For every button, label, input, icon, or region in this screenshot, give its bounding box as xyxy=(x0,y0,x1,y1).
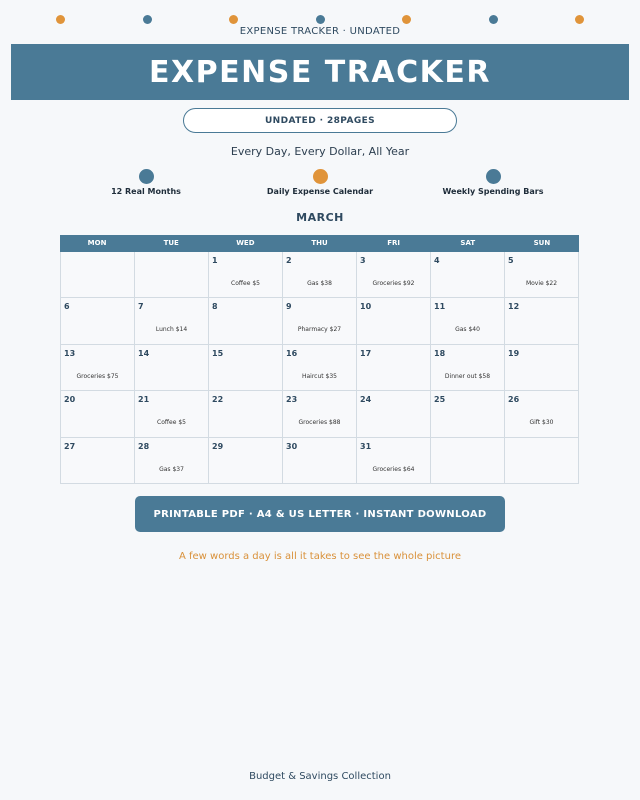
feature-dot-icon xyxy=(486,169,501,184)
day-number: 4 xyxy=(434,256,440,265)
day-number: 10 xyxy=(360,302,372,312)
calendar-day-cell xyxy=(209,345,283,391)
decorative-dots xyxy=(0,15,640,25)
badge-label: UNDATED · 28PAGES xyxy=(264,115,376,126)
day-number: 7 xyxy=(138,302,144,312)
day-expense: Gas $40 xyxy=(455,326,480,334)
day-number: 11 xyxy=(434,302,446,312)
day-number: 20 xyxy=(64,395,76,405)
weekday-label: SAT xyxy=(460,239,476,247)
day-expense: Coffee $5 xyxy=(157,419,186,427)
calendar-day-cell xyxy=(61,298,135,344)
calendar-day-cell xyxy=(61,252,135,298)
calendar-day-cell xyxy=(135,345,209,391)
calendar-day-cell xyxy=(135,252,209,298)
weekday-label: FRI xyxy=(387,239,401,247)
download-label: PRINTABLE PDF · A4 & US LETTER · INSTANT DOWNLOAD xyxy=(153,508,487,520)
day-number: 12 xyxy=(508,302,520,312)
decor-dot-icon xyxy=(402,15,411,24)
day-number: 26 xyxy=(508,395,520,405)
day-expense: Gas $37 xyxy=(159,465,184,473)
calendar-day-cell xyxy=(135,298,209,344)
calendar-day-cell xyxy=(283,438,357,484)
day-expense: Lunch $14 xyxy=(155,326,188,334)
feature-dot-icon xyxy=(313,169,328,184)
decor-dot-icon xyxy=(489,15,498,24)
day-number: 21 xyxy=(138,395,150,405)
day-expense: Gas $38 xyxy=(307,280,332,287)
calendar-day-cell xyxy=(505,391,579,437)
calendar-day-cell xyxy=(431,345,505,391)
calendar-day-cell xyxy=(209,252,283,298)
day-number: 1 xyxy=(212,256,218,265)
day-number: 22 xyxy=(212,395,224,405)
feature-daily-calendar xyxy=(230,169,410,196)
calendar-day-cell xyxy=(505,438,579,484)
day-expense: Groceries $75 xyxy=(76,372,119,380)
day-number: 17 xyxy=(360,348,372,358)
calendar-day-cell xyxy=(135,438,209,484)
calendar-day-cell xyxy=(283,345,357,391)
calendar-day-cell xyxy=(431,252,505,298)
decor-dot-icon xyxy=(316,15,325,24)
day-number: 16 xyxy=(286,348,298,358)
feature-dot-icon xyxy=(139,169,154,184)
feature-label: Daily Expense Calendar xyxy=(266,187,374,196)
calendar-day-cell xyxy=(431,391,505,437)
calendar-day-cell xyxy=(283,252,357,298)
feature-label: Weekly Spending Bars xyxy=(442,187,544,196)
calendar-day-cell xyxy=(61,391,135,437)
calendar-day-cell xyxy=(357,345,431,391)
day-expense: Movie $22 xyxy=(525,280,558,287)
day-number: 14 xyxy=(138,348,150,358)
calendar-day-cell xyxy=(505,345,579,391)
calendar-day-cell xyxy=(209,438,283,484)
calendar-day-cell xyxy=(357,298,431,344)
expense-calendar xyxy=(60,235,579,484)
calendar-day-cell xyxy=(209,391,283,437)
day-number: 18 xyxy=(434,348,446,358)
calendar-day-cell xyxy=(283,298,357,344)
day-number: 27 xyxy=(64,441,76,451)
day-expense: Gift $30 xyxy=(529,419,554,427)
tagline: Every Day, Every Dollar, All Year xyxy=(230,145,410,158)
feature-real-months xyxy=(56,169,236,196)
weekday-label: TUE xyxy=(163,239,179,247)
calendar-day-cell xyxy=(505,252,579,298)
day-number: 25 xyxy=(434,395,446,405)
day-expense: Dinner out $58 xyxy=(444,372,491,380)
calendar-day-cell xyxy=(505,298,579,344)
footnote: A few words a day is all it takes to see the whole picture xyxy=(178,551,461,562)
weekday-label: MON xyxy=(87,239,107,247)
day-number: 28 xyxy=(138,441,150,451)
calendar-day-cell xyxy=(209,298,283,344)
day-expense: Coffee $5 xyxy=(231,280,260,287)
calendar-day-cell xyxy=(357,438,431,484)
day-number: 8 xyxy=(212,302,218,312)
decor-dot-icon xyxy=(229,15,238,24)
feature-label: 12 Real Months xyxy=(111,187,181,196)
collection-footer: Budget & Savings Collection xyxy=(249,771,391,782)
calendar-day-cell xyxy=(61,345,135,391)
month-heading: MARCH xyxy=(296,211,344,224)
day-number: 9 xyxy=(286,302,292,312)
calendar-header xyxy=(60,235,579,252)
day-expense: Haircut $35 xyxy=(301,372,337,380)
calendar-grid xyxy=(60,252,579,484)
calendar-day-cell xyxy=(357,252,431,298)
day-number: 5 xyxy=(508,256,514,265)
day-number: 30 xyxy=(286,441,298,451)
day-expense: Groceries $64 xyxy=(372,465,415,473)
day-number: 15 xyxy=(212,348,224,358)
decor-dot-icon xyxy=(575,15,584,24)
top-subtitle: EXPENSE TRACKER · UNDATED xyxy=(239,26,401,37)
day-expense: Groceries $88 xyxy=(298,419,341,427)
day-number: 23 xyxy=(286,395,298,405)
day-number: 6 xyxy=(64,302,70,312)
calendar-day-cell xyxy=(61,438,135,484)
calendar-day-cell xyxy=(431,438,505,484)
feature-weekly-bars xyxy=(403,169,583,196)
day-expense: Pharmacy $27 xyxy=(297,326,342,334)
weekday-label: SUN xyxy=(533,239,551,247)
calendar-day-cell xyxy=(431,298,505,344)
page-title: EXPENSE TRACKER xyxy=(149,54,491,90)
day-number: 19 xyxy=(508,348,520,358)
weekday-label: WED xyxy=(236,239,255,247)
day-number: 31 xyxy=(360,441,372,451)
decor-dot-icon xyxy=(143,15,152,24)
download-banner xyxy=(135,496,505,532)
decor-dot-icon xyxy=(56,15,65,24)
weekday-label: THU xyxy=(311,239,328,247)
title-banner xyxy=(11,44,629,100)
day-number: 24 xyxy=(360,395,372,405)
calendar-day-cell xyxy=(135,391,209,437)
day-number: 13 xyxy=(64,348,76,358)
day-expense: Groceries $92 xyxy=(372,280,415,287)
undated-badge xyxy=(183,108,457,133)
calendar-day-cell xyxy=(357,391,431,437)
day-number: 2 xyxy=(286,256,292,265)
day-number: 3 xyxy=(360,256,366,265)
calendar-day-cell xyxy=(283,391,357,437)
day-number: 29 xyxy=(212,441,224,451)
